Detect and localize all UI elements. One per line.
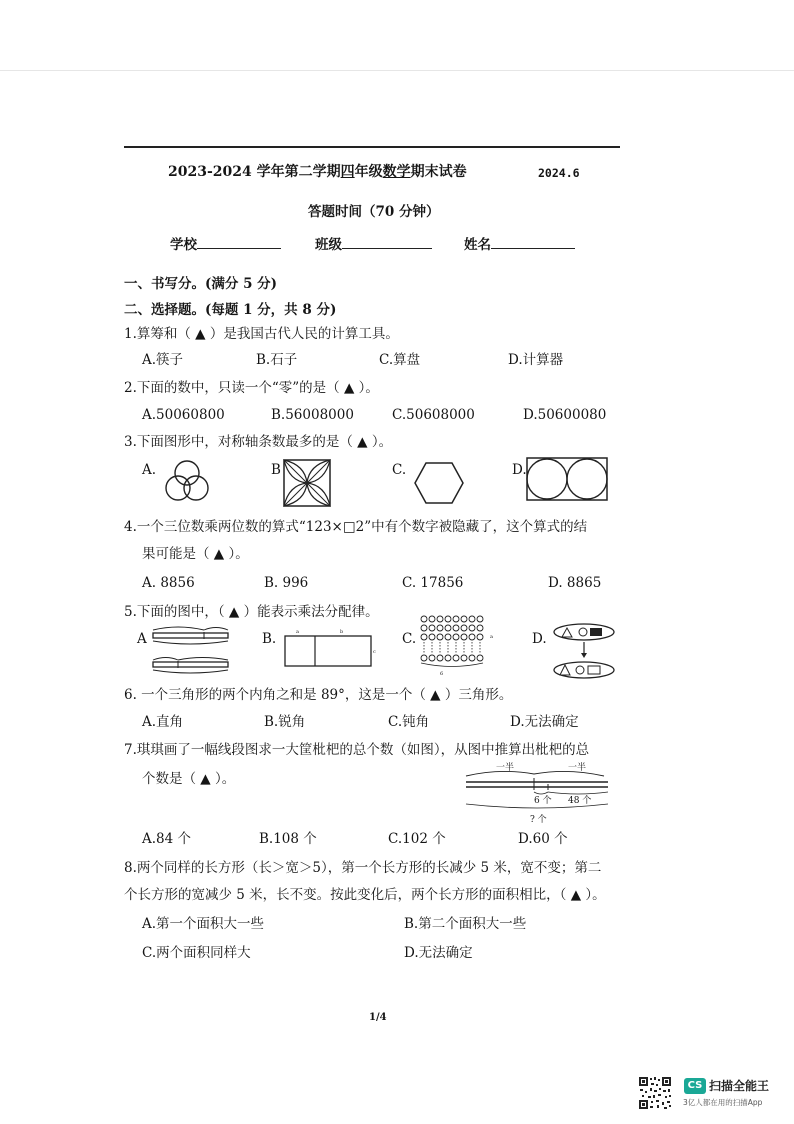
school-field[interactable]: 学校 — [170, 236, 281, 253]
q2-option-a[interactable]: A.50060800 — [142, 407, 225, 423]
q2-option-c[interactable]: C.50608000 — [392, 407, 475, 423]
page-number: 1/4 — [369, 1012, 387, 1023]
q2-option-b[interactable]: B.56008000 — [271, 407, 354, 423]
q7-option-c[interactable]: C.102 个 — [388, 831, 446, 847]
q6-option-a[interactable]: A.直角 — [142, 714, 184, 730]
q1-option-b[interactable]: B.石子 — [256, 352, 298, 368]
q6-stem: 6. 一个三角形的两个内角之和是 89°，这是一个（ ▲ ）三角形。 — [124, 687, 513, 703]
q7-fig-48: 48 个 — [568, 796, 592, 806]
q7-segment-figure — [460, 760, 620, 826]
q7-stem-line2: 个数是（ ▲ ）。 — [142, 771, 236, 787]
q7-option-b[interactable]: B.108 个 — [259, 831, 317, 847]
camscanner-name: 扫描全能王 — [709, 1079, 770, 1093]
shape-equation-diagram-d — [552, 623, 618, 681]
q5-option-d[interactable]: D. — [532, 631, 547, 647]
q1-option-a[interactable]: A.筷子 — [142, 352, 184, 368]
petal-square-figure — [283, 459, 331, 507]
q7-fig-six: 6 个 — [534, 796, 552, 806]
time-limit: 答题时间（70 分钟） — [308, 204, 440, 220]
q3-stem: 3.下面图形中，对称轴条数最多的是（ ▲ ）。 — [124, 434, 393, 450]
q8-option-a[interactable]: A.第一个面积大一些 — [142, 916, 265, 932]
camscanner-logo: CS — [684, 1078, 706, 1094]
q8-option-b[interactable]: B.第二个面积大一些 — [404, 916, 527, 932]
q5-stem: 5.下面的图中，（ ▲ ）能表示乘法分配律。 — [124, 604, 379, 620]
q8-option-c[interactable]: C.两个面积同样大 — [142, 945, 251, 961]
class-field[interactable]: 班级 — [315, 236, 432, 253]
segment-diagram-a — [152, 622, 230, 680]
hexagon-figure — [414, 462, 464, 504]
trefoil-figure — [162, 458, 212, 504]
q7-fig-half-left: 一半 — [496, 763, 515, 773]
two-circles-rect-figure — [526, 457, 608, 501]
q4-stem-line2: 果可能是（ ▲ ）。 — [142, 546, 249, 562]
q5-option-a[interactable]: A — [137, 631, 147, 647]
exam-date: 2024.6 — [538, 166, 580, 180]
q7-fig-half-right: 一半 — [568, 763, 587, 773]
q1-stem: 1.算筹和（ ▲ ）是我国古代人民的计算工具。 — [124, 326, 399, 342]
q7-fig-question: ? 个 — [530, 815, 547, 825]
q8-option-d[interactable]: D.无法确定 — [404, 945, 473, 961]
q1-option-d[interactable]: D.计算器 — [508, 352, 564, 368]
q8-stem-line1: 8.两个同样的长方形（长＞宽＞5），第一个长方形的长减少 5 米，宽不变；第二 — [124, 860, 602, 876]
q3-option-c[interactable]: C. — [392, 462, 407, 478]
q7-stem-line1: 7.琪琪画了一幅线段图求一大筐枇杷的总个数（如图），从图中推算出枇杷的总 — [124, 742, 590, 758]
q8-stem-line2: 个长方形的宽减少 5 米，长不变。按此变化后，两个长方形的面积相比，（ ▲ ）。 — [124, 887, 606, 903]
q6-option-d[interactable]: D.无法确定 — [510, 714, 579, 730]
q7-option-a[interactable]: A.84 个 — [142, 831, 192, 847]
q6-option-c[interactable]: C.钝角 — [388, 714, 430, 730]
q4-option-a[interactable]: A. 8856 — [142, 575, 195, 591]
rectangle-diagram-b — [284, 628, 376, 670]
name-field[interactable]: 姓名 — [464, 236, 575, 253]
svg-text:a: a — [490, 634, 493, 640]
q4-option-c[interactable]: C. 17856 — [402, 575, 464, 591]
q1-option-c[interactable]: C.算盘 — [379, 352, 421, 368]
q3-option-d[interactable]: D. — [512, 462, 527, 478]
q4-option-d[interactable]: D. 8865 — [548, 575, 602, 591]
q4-stem-line1: 4.一个三位数乘两位数的算式“123×□2”中有个数字被隐藏了，这个算式的结 — [124, 519, 588, 535]
svg-text:a: a — [296, 629, 299, 635]
svg-text:6: 6 — [440, 671, 444, 677]
scan-edge — [0, 70, 794, 71]
q5-option-b[interactable]: B. — [262, 631, 277, 647]
q3-option-a[interactable]: A. — [142, 462, 157, 478]
q3-option-b[interactable]: B — [271, 462, 281, 478]
svg-text:b: b — [340, 629, 344, 635]
q2-option-d[interactable]: D.50600080 — [523, 407, 607, 423]
section-writing: 一、书写分。(满分 5 分) — [124, 276, 278, 292]
q4-option-b[interactable]: B. 996 — [264, 575, 309, 591]
header-rule — [124, 146, 620, 148]
q7-option-d[interactable]: D.60 个 — [518, 831, 568, 847]
camscanner-tagline: 3亿人都在用的扫描App — [683, 1098, 763, 1107]
q6-option-b[interactable]: B.锐角 — [264, 714, 306, 730]
section-choice: 二、选择题。(每题 1 分，共 8 分) — [124, 302, 337, 318]
exam-title: 2023-2024 学年第二学期四年级数学期末试卷 — [168, 164, 467, 180]
q2-stem: 2.下面的数中，只读一个“零”的是（ ▲ ）。 — [124, 380, 379, 396]
qr-code-icon — [638, 1076, 672, 1110]
q5-option-c[interactable]: C. — [402, 631, 417, 647]
dot-array-diagram-c — [420, 615, 512, 677]
svg-text:c: c — [373, 649, 376, 655]
